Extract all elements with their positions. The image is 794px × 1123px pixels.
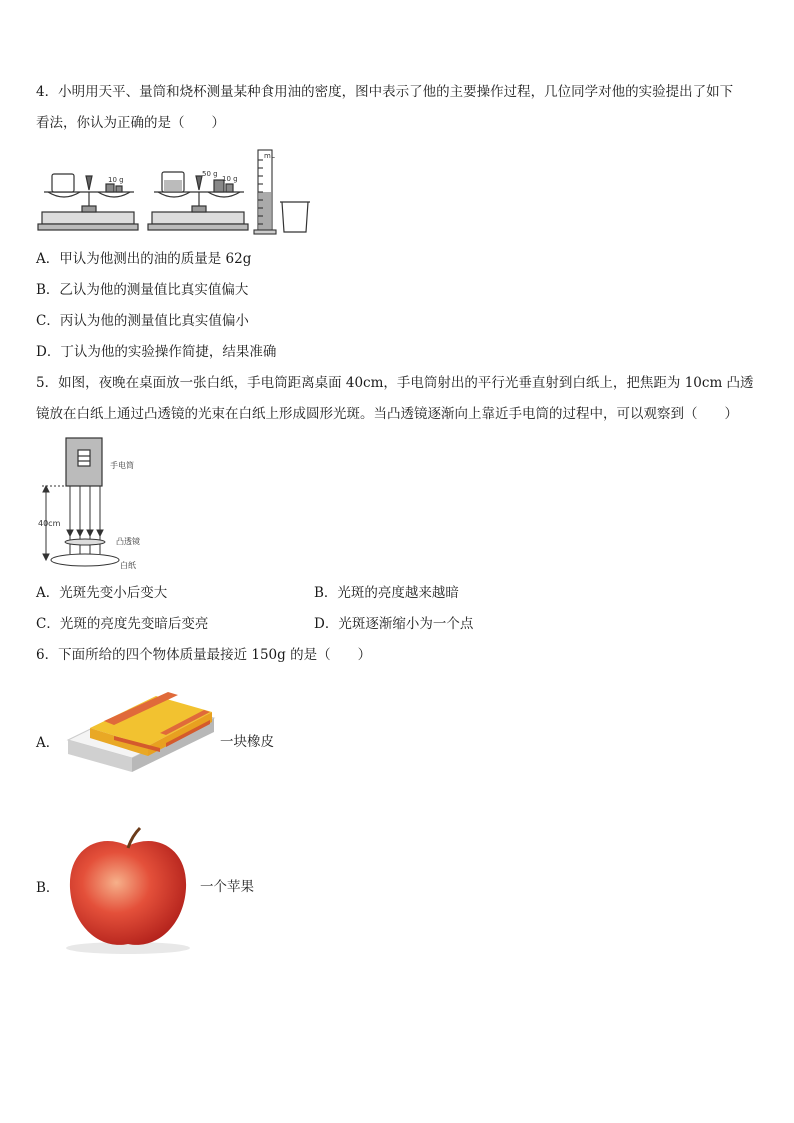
paper-label: 白纸 xyxy=(120,561,136,570)
balance1-weight-label: 10 g xyxy=(108,176,124,184)
flashlight xyxy=(66,438,102,486)
q4-option-c: C．丙认为他的测量值比真实值偏小 xyxy=(36,313,249,329)
q6-option-b-caption: 一个苹果 xyxy=(200,879,254,895)
q6-option-a-caption: 一块橡皮 xyxy=(220,734,274,750)
q4-option-a: A．甲认为他测出的油的质量是 62g xyxy=(36,251,252,267)
q6-option-b-letter: B． xyxy=(36,880,60,896)
cylinder-unit-label: mL xyxy=(264,152,275,160)
q5-option-a: A．光斑先变小后变大 xyxy=(36,585,168,601)
q4-figure xyxy=(36,146,326,238)
q5-option-d: D．光斑逐渐缩小为一个点 xyxy=(314,616,474,632)
apple-image xyxy=(60,826,196,954)
beaker xyxy=(280,202,310,232)
convex-lens xyxy=(65,539,105,545)
balance2-weight-b-label: 10 g xyxy=(222,175,238,183)
q4-stem-line2: 看法，你认为正确的是（ ） xyxy=(36,115,225,131)
q5-stem-line2: 镜放在白纸上通过凸透镜的光束在白纸上形成圆形光斑。当凸透镜逐渐向上靠近手电筒的过程中，可以观察到（ ） xyxy=(36,406,738,422)
distance-label: 40cm xyxy=(38,519,61,528)
eraser-image xyxy=(64,688,216,778)
q4-stem-line1: 4．小明用天平、量筒和烧杯测量某种食用油的密度，图中表示了他的主要操作过程，几位同学对他的实验提出了如下 xyxy=(36,84,734,100)
q6-option-a-letter: A． xyxy=(36,735,60,751)
q5-option-b: B．光斑的亮度越来越暗 xyxy=(314,585,459,601)
q4-option-b: B．乙认为他的测量值比真实值偏大 xyxy=(36,282,249,298)
graduated-cylinder xyxy=(254,150,276,234)
q5-figure xyxy=(36,436,186,572)
q5-option-c: C．光斑的亮度先变暗后变亮 xyxy=(36,616,209,632)
balance2-weight-a-label: 50 g xyxy=(202,170,218,178)
q4-option-d: D．丁认为他的实验操作简捷，结果准确 xyxy=(36,344,277,360)
white-paper xyxy=(51,554,119,566)
q5-stem-line1: 5．如图，夜晚在桌面放一张白纸，手电筒距离桌面 40cm，手电筒射出的平行光垂直射到白纸上，把焦距为 10cm 凸透 xyxy=(36,375,754,391)
q6-stem: 6．下面所给的四个物体质量最接近 150g 的是（ ） xyxy=(36,647,372,663)
lens-label: 凸透镜 xyxy=(116,537,140,546)
flashlight-label: 手电筒 xyxy=(110,461,134,470)
